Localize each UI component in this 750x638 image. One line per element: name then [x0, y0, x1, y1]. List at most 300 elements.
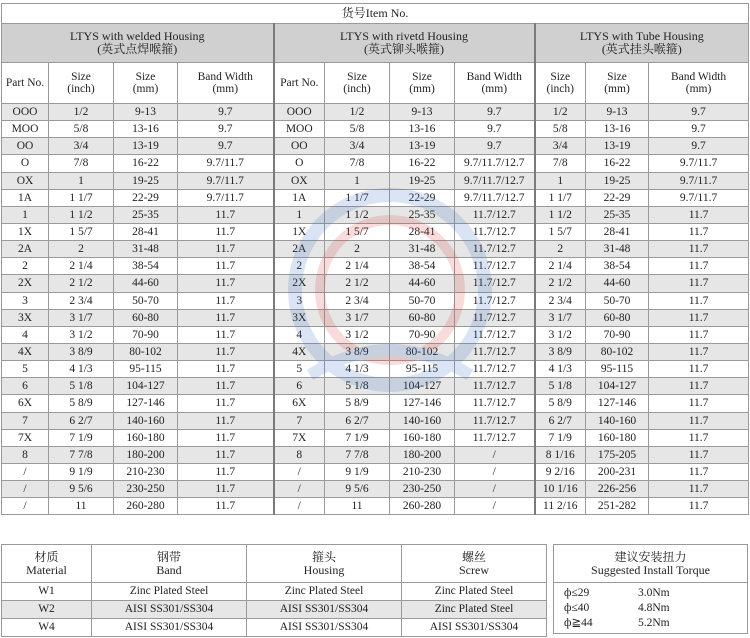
group-header-welded — [2, 24, 274, 63]
spec-housing: AISI SS301/SS304 — [247, 601, 402, 619]
cell-part-no: OX — [274, 172, 325, 189]
spec-row — [2, 601, 547, 619]
torque-header — [554, 545, 748, 583]
cell-size-mm: 28-41 — [586, 223, 649, 240]
spec-screw: AISI SS301/SS304 — [402, 619, 547, 637]
group-title-en: LTYS with Tube Housing — [579, 29, 704, 44]
spec-band: AISI SS301/SS304 — [92, 601, 247, 619]
cell-band-width: 9.7 — [455, 121, 535, 138]
cell-size-inch: 2 1/2 — [49, 275, 114, 292]
cell-band-width: 9.7 — [649, 104, 749, 121]
cell-size-mm: 13-16 — [586, 121, 649, 138]
cell-size-mm: 260-280 — [114, 498, 178, 515]
spec-row — [2, 583, 547, 601]
table-row — [2, 172, 749, 189]
cell-size-inch: 1 5/7 — [535, 223, 586, 240]
cell-part-no: 1A — [274, 189, 325, 206]
cell-part-no: / — [2, 481, 49, 498]
cell-band-width: 9.7 — [649, 138, 749, 155]
cell-size-mm: 28-41 — [114, 223, 178, 240]
group-title-en: LTYS with rivetd Housing — [340, 29, 468, 44]
cell-size-mm: 22-29 — [390, 189, 455, 206]
spec-housing: AISI SS301/SS304 — [247, 619, 402, 637]
cell-size-inch: 9 5/6 — [49, 481, 114, 498]
cell-part-no: 4X — [274, 343, 325, 360]
cell-band-width: 11.7/12.7 — [455, 412, 535, 429]
cell-size-mm: 44-60 — [114, 275, 178, 292]
cell-size-inch: 4 1/3 — [325, 361, 390, 378]
cell-band-width: / — [455, 446, 535, 463]
cell-band-width: 11.7 — [649, 223, 749, 240]
cell-part-no: 7 — [274, 412, 325, 429]
cell-size-mm: 127-146 — [390, 395, 455, 412]
cell-size-mm: 16-22 — [586, 155, 649, 172]
group-header-tube — [535, 24, 749, 63]
cell-size-inch: 2 — [49, 241, 114, 258]
cell-part-no: OOO — [274, 104, 325, 121]
cell-size-inch: 3/4 — [49, 138, 114, 155]
cell-size-inch: 2 1/2 — [325, 275, 390, 292]
cell-size-mm: 140-160 — [114, 412, 178, 429]
cell-size-mm: 104-127 — [390, 378, 455, 395]
cell-part-no: OX — [2, 172, 49, 189]
cell-part-no: MOO — [274, 121, 325, 138]
table-row — [2, 361, 749, 378]
cell-band-width: 9.7 — [178, 104, 274, 121]
cell-band-width: 11.7/12.7 — [455, 292, 535, 309]
table-row — [2, 275, 749, 292]
cell-band-width: 11.7 — [178, 463, 274, 480]
table-row — [2, 258, 749, 275]
cell-size-mm: 13-16 — [114, 121, 178, 138]
cell-size-inch: 3 1/2 — [49, 326, 114, 343]
cell-band-width: 11.7/12.7 — [455, 343, 535, 360]
cell-band-width: 11.7/12.7 — [455, 275, 535, 292]
cell-band-width: 11.7 — [649, 378, 749, 395]
cell-band-width: 9.7 — [178, 138, 274, 155]
col-band-width: Band Width (mm) — [178, 63, 274, 104]
table-row — [2, 138, 749, 155]
cell-part-no: 8 — [274, 446, 325, 463]
table-row — [2, 395, 749, 412]
cell-size-mm: 50-70 — [390, 292, 455, 309]
cell-size-mm: 44-60 — [390, 275, 455, 292]
cell-size-inch: 6 2/7 — [49, 412, 114, 429]
cell-part-no: 2 — [2, 258, 49, 275]
cell-part-no: 2X — [2, 275, 49, 292]
cell-size-mm: 25-35 — [586, 206, 649, 223]
cell-part-no: 5 — [274, 361, 325, 378]
cell-part-no: / — [2, 463, 49, 480]
cell-band-width: / — [455, 463, 535, 480]
cell-size-mm: 104-127 — [114, 378, 178, 395]
cell-part-no: 7X — [2, 429, 49, 446]
cell-size-mm: 16-22 — [114, 155, 178, 172]
cell-size-mm: 260-280 — [390, 498, 455, 515]
cell-size-mm: 60-80 — [586, 309, 649, 326]
cell-size-inch: 7/8 — [49, 155, 114, 172]
cell-size-mm: 50-70 — [114, 292, 178, 309]
cell-band-width: 11.7 — [649, 412, 749, 429]
cell-band-width: 11.7 — [649, 326, 749, 343]
cell-size-mm: 200-231 — [586, 463, 649, 480]
cell-band-width: 11.7 — [178, 361, 274, 378]
table-row — [2, 121, 749, 138]
cell-part-no: 6 — [2, 378, 49, 395]
cell-size-mm: 70-90 — [390, 326, 455, 343]
cell-size-inch: 6 2/7 — [325, 412, 390, 429]
cell-part-no: 7X — [274, 429, 325, 446]
cell-band-width: 11.7/12.7 — [455, 378, 535, 395]
cell-band-width: 9.7/11.7/12.7 — [455, 155, 535, 172]
cell-size-inch: 11 2/16 — [535, 498, 586, 515]
cell-size-mm: 127-146 — [586, 395, 649, 412]
cell-size-mm: 140-160 — [390, 412, 455, 429]
cell-band-width: 9.7/11.7 — [649, 155, 749, 172]
cell-size-mm: 80-102 — [390, 343, 455, 360]
cell-size-inch: 3/4 — [535, 138, 586, 155]
cell-size-inch: 1 1/2 — [325, 206, 390, 223]
cell-size-inch: 5/8 — [49, 121, 114, 138]
cell-size-inch: 2 3/4 — [49, 292, 114, 309]
cell-size-mm: 9-13 — [586, 104, 649, 121]
item-rows — [2, 104, 749, 515]
cell-size-mm: 180-200 — [390, 446, 455, 463]
table-row — [2, 189, 749, 206]
cell-size-inch: 3 1/7 — [325, 309, 390, 326]
spec-band: Zinc Plated Steel — [92, 583, 247, 601]
cell-size-inch: 3/4 — [325, 138, 390, 155]
cell-part-no: 2 — [274, 258, 325, 275]
table-row — [2, 412, 749, 429]
col-size-mm: Size (mm) — [390, 63, 455, 104]
cell-part-no: 1A — [2, 189, 49, 206]
group-title-en: LTYS with welded Housing — [69, 29, 205, 44]
cell-size-mm: 160-180 — [390, 429, 455, 446]
cell-part-no: 1 — [274, 206, 325, 223]
cell-size-mm: 180-200 — [114, 446, 178, 463]
cell-size-inch: 5 1/8 — [535, 378, 586, 395]
cell-size-inch: 4 1/3 — [49, 361, 114, 378]
cell-band-width: 11.7 — [649, 258, 749, 275]
spec-header-housing: 箍头 Housing — [247, 545, 402, 583]
cell-size-inch: 3 8/9 — [49, 343, 114, 360]
cell-size-mm: 175-205 — [586, 446, 649, 463]
cell-size-inch: 2 1/4 — [49, 258, 114, 275]
group-header-riveted — [274, 24, 535, 63]
spec-housing: Zinc Plated Steel — [247, 583, 402, 601]
cell-size-inch: 7 1/9 — [49, 429, 114, 446]
cell-part-no: 6 — [274, 378, 325, 395]
torque-values — [554, 583, 748, 634]
cell-band-width: 11.7 — [649, 206, 749, 223]
cell-band-width: 11.7 — [649, 395, 749, 412]
cell-size-mm: 230-250 — [114, 481, 178, 498]
cell-part-no: 6X — [274, 395, 325, 412]
cell-band-width: 11.7/12.7 — [455, 429, 535, 446]
cell-size-inch: 1 5/7 — [49, 223, 114, 240]
cell-size-inch: 2 1/4 — [535, 258, 586, 275]
cell-size-inch: 7/8 — [325, 155, 390, 172]
cell-part-no: 3X — [274, 309, 325, 326]
spec-screw: Zinc Plated Steel — [402, 583, 547, 601]
cell-band-width: 9.7/11.7 — [649, 189, 749, 206]
cell-band-width: 11.7 — [178, 309, 274, 326]
cell-band-width: 11.7/12.7 — [455, 223, 535, 240]
cell-part-no: 3 — [274, 292, 325, 309]
cell-size-mm: 25-35 — [390, 206, 455, 223]
cell-part-no: 7 — [2, 412, 49, 429]
cell-size-mm: 230-250 — [390, 481, 455, 498]
cell-size-mm: 38-54 — [390, 258, 455, 275]
cell-size-inch: 5 1/8 — [49, 378, 114, 395]
cell-size-inch: 9 1/9 — [325, 463, 390, 480]
table-row — [2, 223, 749, 240]
cell-band-width: 11.7 — [178, 498, 274, 515]
cell-size-mm: 16-22 — [390, 155, 455, 172]
cell-size-mm: 127-146 — [114, 395, 178, 412]
cell-size-mm: 160-180 — [586, 429, 649, 446]
cell-size-mm: 95-115 — [586, 361, 649, 378]
torque-row: ф≤29 3.0Nm — [564, 587, 670, 599]
cell-size-mm: 28-41 — [390, 223, 455, 240]
cell-size-mm: 160-180 — [114, 429, 178, 446]
table-row — [2, 206, 749, 223]
table-row — [2, 446, 749, 463]
col-size-mm: Size (mm) — [586, 63, 649, 104]
cell-part-no: 4X — [2, 343, 49, 360]
cell-size-inch: 11 — [325, 498, 390, 515]
cell-size-inch: 2 1/4 — [325, 258, 390, 275]
spec-material: W4 — [2, 619, 92, 637]
cell-part-no: 1X — [274, 223, 325, 240]
cell-size-mm: 210-230 — [114, 463, 178, 480]
cell-band-width: 11.7 — [178, 241, 274, 258]
torque-row: ф≧44 5.2Nm — [564, 617, 670, 629]
cell-size-inch: 1 1/2 — [49, 206, 114, 223]
cell-part-no: 6X — [2, 395, 49, 412]
cell-band-width: 11.7 — [178, 446, 274, 463]
cell-band-width: 11.7 — [178, 258, 274, 275]
table-title: 货号Item No. — [2, 4, 749, 24]
cell-part-no: OO — [274, 138, 325, 155]
group-title-cn: (英式挂头喉箍) — [601, 42, 682, 56]
table-row — [2, 155, 749, 172]
cell-band-width: 11.7 — [178, 412, 274, 429]
cell-band-width: 11.7 — [649, 361, 749, 378]
cell-size-inch: 1/2 — [49, 104, 114, 121]
table-row — [2, 429, 749, 446]
cell-size-inch: 2 3/4 — [325, 292, 390, 309]
cell-size-mm: 9-13 — [114, 104, 178, 121]
cell-size-inch: 3 8/9 — [535, 343, 586, 360]
cell-size-mm: 22-29 — [586, 189, 649, 206]
cell-size-inch: 3 1/2 — [535, 326, 586, 343]
cell-size-mm: 60-80 — [114, 309, 178, 326]
cell-band-width: 11.7 — [649, 429, 749, 446]
cell-part-no: 4 — [274, 326, 325, 343]
cell-part-no: 3X — [2, 309, 49, 326]
cell-band-width: 11.7/12.7 — [455, 241, 535, 258]
cell-band-width: 11.7 — [178, 481, 274, 498]
cell-part-no: / — [274, 498, 325, 515]
cell-size-mm: 70-90 — [586, 326, 649, 343]
cell-band-width: 11.7/12.7 — [455, 326, 535, 343]
spec-material: W2 — [2, 601, 92, 619]
table-row — [2, 241, 749, 258]
col-size-mm: Size (mm) — [114, 63, 178, 104]
cell-size-mm: 60-80 — [390, 309, 455, 326]
cell-size-inch: 5 8/9 — [49, 395, 114, 412]
cell-band-width: 11.7 — [178, 429, 274, 446]
cell-band-width: 11.7/12.7 — [455, 395, 535, 412]
cell-band-width: 11.7/12.7 — [455, 206, 535, 223]
cell-size-mm: 210-230 — [390, 463, 455, 480]
cell-size-mm: 38-54 — [586, 258, 649, 275]
cell-size-inch: 5 1/8 — [325, 378, 390, 395]
cell-size-inch: 9 2/16 — [535, 463, 586, 480]
cell-size-inch: 3 1/2 — [325, 326, 390, 343]
spec-row — [2, 619, 547, 637]
cell-size-inch: 3 1/7 — [535, 309, 586, 326]
cell-size-inch: 1 1/2 — [535, 206, 586, 223]
cell-size-mm: 44-60 — [586, 275, 649, 292]
cell-size-inch: 1/2 — [325, 104, 390, 121]
cell-size-mm: 251-282 — [586, 498, 649, 515]
cell-size-inch: 1 1/7 — [325, 189, 390, 206]
cell-part-no: 1 — [2, 206, 49, 223]
cell-size-mm: 80-102 — [586, 343, 649, 360]
spec-screw: Zinc Plated Steel — [402, 601, 547, 619]
col-band-width: Band Width (mm) — [455, 63, 535, 104]
cell-size-inch: 1 1/7 — [535, 189, 586, 206]
cell-size-inch: 5/8 — [535, 121, 586, 138]
cell-band-width: 11.7 — [178, 326, 274, 343]
cell-band-width: 11.7 — [178, 223, 274, 240]
cell-band-width: 11.7 — [178, 378, 274, 395]
col-band-width: Band Width (mm) — [649, 63, 749, 104]
cell-size-inch: 10 1/16 — [535, 481, 586, 498]
cell-band-width: 9.7 — [455, 138, 535, 155]
cell-part-no: 2A — [274, 241, 325, 258]
cell-band-width: 9.7/11.7/12.7 — [455, 189, 535, 206]
torque-row: ф≤40 4.8Nm — [564, 602, 670, 614]
cell-band-width: 11.7 — [649, 292, 749, 309]
cell-band-width: 9.7/11.7 — [178, 189, 274, 206]
cell-size-mm: 22-29 — [114, 189, 178, 206]
cell-size-inch: 1 5/7 — [325, 223, 390, 240]
cell-band-width: 11.7 — [649, 275, 749, 292]
cell-size-mm: 31-48 — [114, 241, 178, 258]
cell-size-mm: 9-13 — [390, 104, 455, 121]
cell-size-inch: 9 1/9 — [49, 463, 114, 480]
table-row — [2, 104, 749, 121]
spec-material: W1 — [2, 583, 92, 601]
cell-size-inch: 11 — [49, 498, 114, 515]
cell-band-width: 11.7/12.7 — [455, 361, 535, 378]
col-size-inch: Size (inch) — [325, 63, 390, 104]
cell-size-mm: 25-35 — [114, 206, 178, 223]
cell-band-width: 11.7 — [649, 481, 749, 498]
cell-size-inch: 2 1/2 — [535, 275, 586, 292]
cell-size-mm: 104-127 — [586, 378, 649, 395]
cell-band-width: 11.7 — [649, 343, 749, 360]
col-size-inch: Size (inch) — [535, 63, 586, 104]
cell-band-width: 11.7 — [649, 309, 749, 326]
table-row — [2, 309, 749, 326]
cell-size-inch: 5 8/9 — [325, 395, 390, 412]
cell-size-inch: 1 — [325, 172, 390, 189]
cell-part-no: 5 — [2, 361, 49, 378]
item-spec-table — [1, 3, 749, 515]
cell-band-width: 11.7 — [178, 292, 274, 309]
cell-band-width: 9.7 — [455, 104, 535, 121]
cell-part-no: / — [274, 463, 325, 480]
cell-size-inch: 9 5/6 — [325, 481, 390, 498]
cell-size-mm: 38-54 — [114, 258, 178, 275]
table-row — [2, 326, 749, 343]
cell-band-width: 9.7/11.7/12.7 — [455, 172, 535, 189]
cell-band-width: 9.7 — [649, 121, 749, 138]
table-row — [2, 378, 749, 395]
table-row — [2, 343, 749, 360]
cell-part-no: O — [274, 155, 325, 172]
cell-part-no: 3 — [2, 292, 49, 309]
cell-size-mm: 70-90 — [114, 326, 178, 343]
material-spec-table — [1, 544, 547, 637]
cell-size-inch: 2 — [325, 241, 390, 258]
torque-title-cn: 建议安装扭力 — [614, 549, 687, 564]
cell-band-width: 11.7 — [178, 275, 274, 292]
cell-size-mm: 31-48 — [586, 241, 649, 258]
cell-size-inch: 7 7/8 — [49, 446, 114, 463]
cell-band-width: 11.7 — [649, 498, 749, 515]
cell-part-no: OO — [2, 138, 49, 155]
spec-header-band: 钢带 Band — [92, 545, 247, 583]
cell-band-width: 11.7/12.7 — [455, 309, 535, 326]
cell-part-no: MOO — [2, 121, 49, 138]
torque-title-en: Suggested Install Torque — [591, 562, 710, 577]
cell-size-mm: 95-115 — [114, 361, 178, 378]
cell-size-inch: 3 1/7 — [49, 309, 114, 326]
table-row — [2, 498, 749, 515]
cell-band-width: 11.7 — [178, 206, 274, 223]
table-row — [2, 481, 749, 498]
cell-size-mm: 13-19 — [390, 138, 455, 155]
col-part-no: Part No. — [2, 63, 49, 104]
cell-size-mm: 19-25 — [390, 172, 455, 189]
cell-size-inch: 7 1/9 — [535, 429, 586, 446]
cell-size-inch: 7/8 — [535, 155, 586, 172]
cell-size-mm: 13-16 — [390, 121, 455, 138]
cell-band-width: / — [455, 498, 535, 515]
cell-size-mm: 31-48 — [390, 241, 455, 258]
cell-size-mm: 13-19 — [586, 138, 649, 155]
cell-band-width: 9.7/11.7 — [178, 155, 274, 172]
cell-part-no: / — [2, 498, 49, 515]
cell-band-width: 11.7 — [649, 446, 749, 463]
cell-size-inch: 1 1/7 — [49, 189, 114, 206]
spec-header-screw: 螺丝 Screw — [402, 545, 547, 583]
cell-size-inch: 5/8 — [325, 121, 390, 138]
cell-part-no: O — [2, 155, 49, 172]
cell-part-no: 2A — [2, 241, 49, 258]
cell-size-inch: 5 8/9 — [535, 395, 586, 412]
table-row — [2, 463, 749, 480]
cell-size-inch: 3 8/9 — [325, 343, 390, 360]
cell-part-no: 2X — [274, 275, 325, 292]
spec-band: AISI SS301/SS304 — [92, 619, 247, 637]
